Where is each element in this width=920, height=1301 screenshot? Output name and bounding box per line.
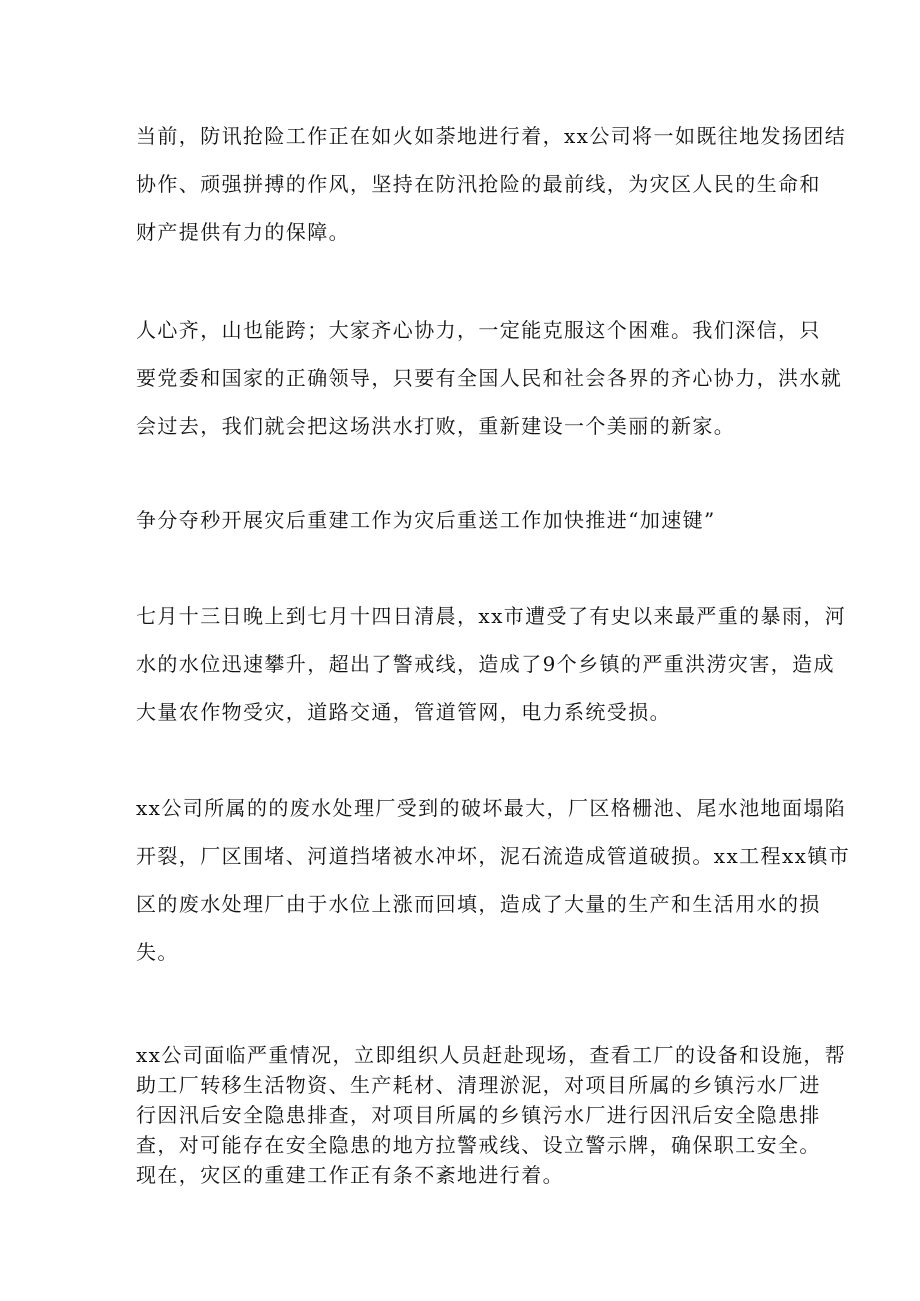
text-line: 区的废水处理厂由于水位上涨而回填，造成了大量的生产和生活用水的损 [136,892,821,916]
text-line: 财产提供有力的保障。 [136,220,350,244]
text-line: 水的水位迅速攀升，超出了警戒线，造成了9个乡镇的严重洪涝灾害，造成 [136,652,835,676]
paragraph-unity [136,306,843,450]
paragraph-plant-damage [136,784,851,976]
paragraph-flood-prevention [136,112,847,256]
text-line: 失。 [136,940,179,964]
text-line: 大量农作物受灾，道路交通，管道管网，电力系统受损。 [136,700,671,724]
text-line: 行因汛后安全隐患排查，对项目所属的乡镇污水厂进行因汛后安全隐患排 [136,1103,821,1127]
paragraph-response [136,1040,847,1190]
text-line: 要党委和国家的正确领导，只要有全国人民和社会各界的齐心协力，洪水就 [136,366,843,390]
text-line: xx公司面临严重情况，立即组织人员赶赴现场，查看工厂的设备和设施，帮 [136,1043,847,1067]
text-line: 当前，防讯抢险工作正在如火如荼地进行着，xx公司将一如既往地发扬团结 [136,124,847,148]
text-line: 协作、顽强拼搏的作风，坚持在防汛抢险的最前线，为灾区人民的生命和 [136,172,821,196]
text-line: 七月十三日晚上到七月十四日清晨，xx市遭受了有史以来最严重的暴雨，河 [136,604,847,628]
text-line: 查，对可能存在安全隐患的地方拉警戒线、设立警示牌，确保职工安全。 [136,1133,821,1157]
paragraph-storm-event [136,592,847,736]
section-heading [136,500,796,540]
text-line: 人心齐，山也能跨；大家齐心协力，一定能克服这个困难。我们深信，只 [136,318,821,342]
text-line: 开裂，厂区围堵、河道挡堵被水冲坏，泥石流造成管道破损。xx工程xx镇市 [136,844,851,868]
text-line: xx公司所属的的废水处理厂受到的破坏最大，厂区格栅池、尾水池地面塌陷 [136,796,847,820]
heading-text: 争分夺秒开展灾后重建工作为灾后重送工作加快推进“加速键” [136,508,716,532]
text-line: 现在，灾区的重建工作正有条不紊地进行着。 [136,1163,564,1187]
text-line: 会过去，我们就会把这场洪水打败，重新建设一个美丽的新家。 [136,414,736,438]
text-line: 助工厂转移生活物资、生产耗材、清理淤泥，对项目所属的乡镇污水厂进 [136,1073,821,1097]
